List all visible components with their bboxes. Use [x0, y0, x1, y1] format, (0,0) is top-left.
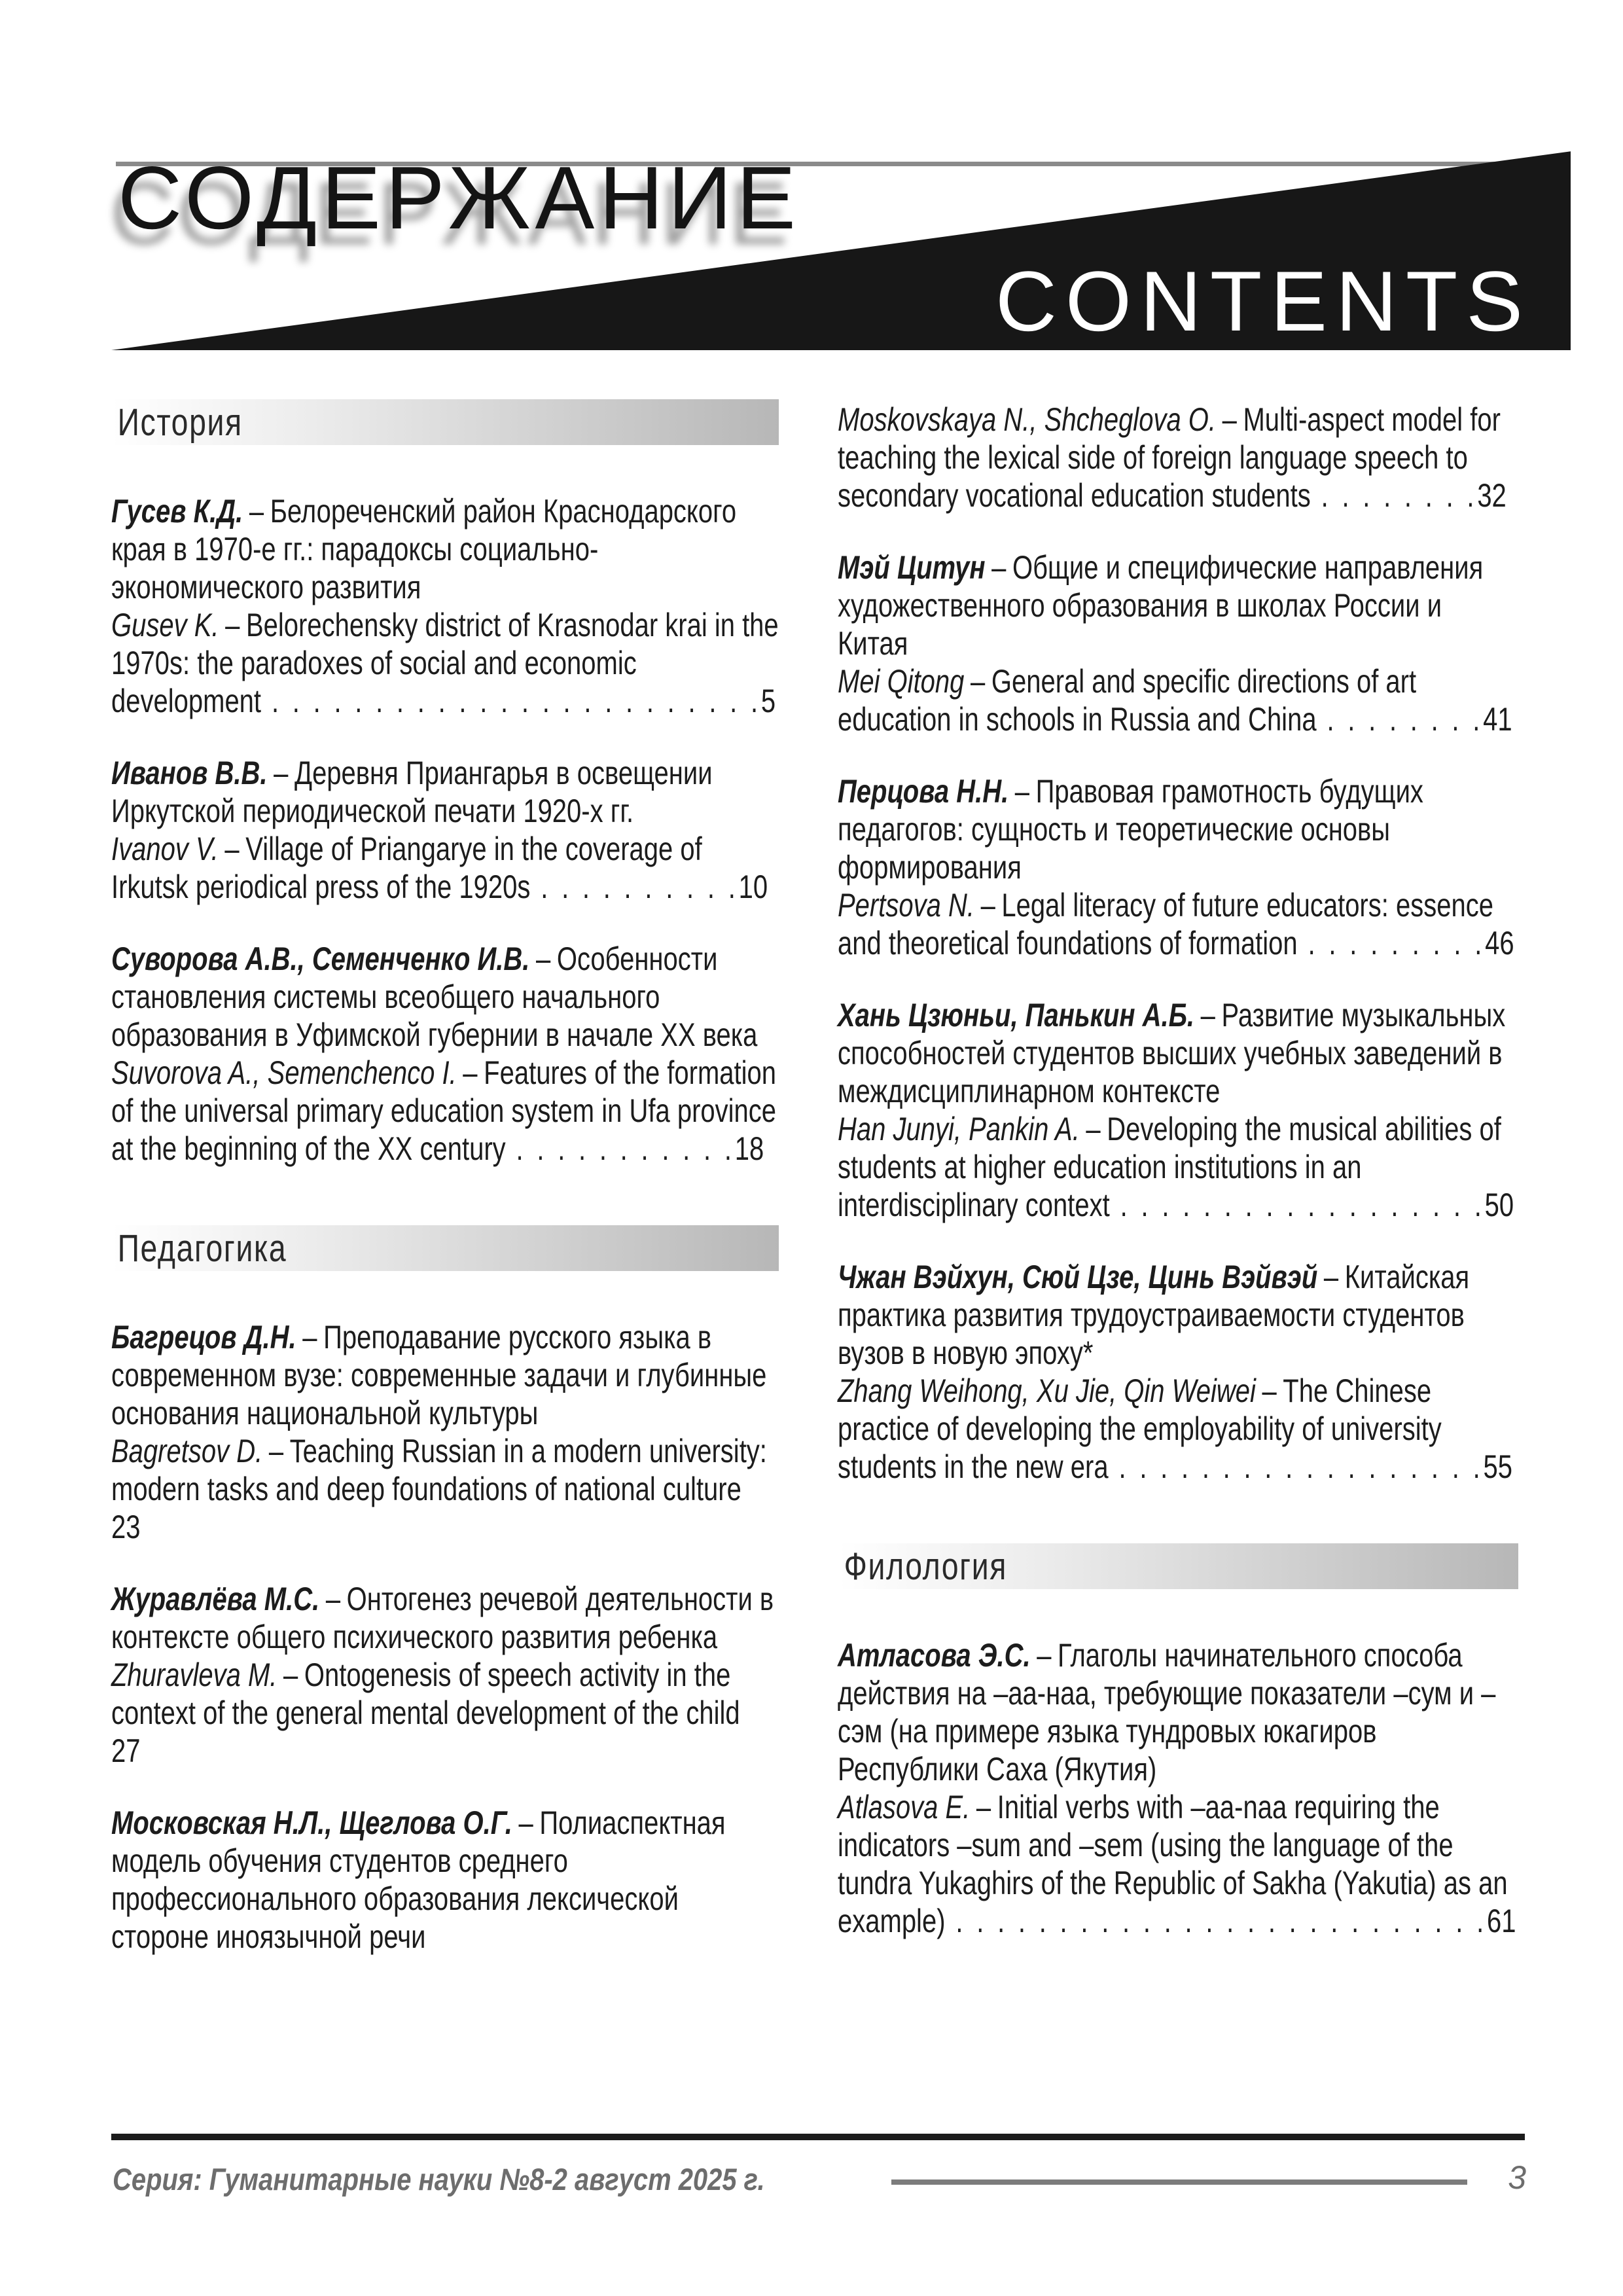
entry-english: [111, 1054, 779, 1168]
entry-authors-ru: Журавлёва М.С.: [111, 1581, 320, 1617]
dash-separator: –: [463, 1054, 478, 1091]
entry-russian: [111, 1318, 779, 1432]
dot-leader: . . . . . . . .: [1316, 701, 1484, 738]
entry-page-number: 46: [1485, 925, 1514, 961]
dash-separator: –: [224, 831, 240, 867]
dash-separator: –: [1262, 1372, 1277, 1409]
entry-russian: [838, 772, 1518, 886]
entry-title-en: Ontogenesis of speech activity in the context of the general mental development of the child: [111, 1657, 740, 1731]
entry-page-number: 23: [111, 1509, 141, 1545]
toc-entry-mei-qitong: [838, 548, 1518, 738]
entry-english: [838, 662, 1518, 738]
entry-authors-ru: Атласова Э.С.: [838, 1637, 1031, 1674]
entry-title-en: General and specific directions of art education in schools in Russia and China: [838, 663, 1417, 738]
entry-page-number: 50: [1484, 1187, 1514, 1223]
section-label: История: [117, 401, 243, 444]
footer-series-label: Серия: Гуманитарные науки №8-2 август 2025 г.: [113, 2162, 765, 2197]
entry-title-ru: Преподавание русского языка в современном вузе: современные задачи и глубинные основания национальной культуры: [111, 1319, 767, 1431]
section-header-pedagogy: [111, 1225, 779, 1271]
dash-separator: –: [518, 1804, 533, 1841]
entry-title-ru: Общие и специфические направления художественного образования в школах России и Китая: [838, 549, 1484, 662]
dash-separator: –: [225, 607, 240, 643]
section-header-philology: [838, 1543, 1518, 1589]
toc-entry-moskovskaya-en: [838, 401, 1518, 514]
footer-top-rule: [111, 2134, 1525, 2140]
section-label: Педагогика: [117, 1227, 287, 1270]
entry-page-number: 18: [734, 1130, 764, 1167]
entry-english: [838, 401, 1518, 514]
entry-russian: [111, 1580, 779, 1656]
entry-authors-ru: Хань Цзюньи, Панькин А.Б.: [838, 997, 1195, 1033]
dot-leader: . . . . . . . .: [1310, 477, 1478, 514]
dash-separator: –: [980, 887, 995, 924]
entry-english: [838, 1372, 1518, 1486]
dot-leader: . . . . . . . . . . . . . . . . . .: [1109, 1187, 1485, 1223]
entry-authors-en: Moskovskaya N., Shcheglova O.: [838, 401, 1217, 438]
dash-separator: –: [268, 1433, 284, 1469]
dot-leader: . . . . . . . . . . . . . . . . . . . . . . . .: [261, 683, 761, 719]
dot-leader: . . . . . . . . . . . . . . . . . . . . . . . . . .: [945, 1903, 1488, 1939]
entry-authors-ru: Чжан Вэйхун, Сюй Цзе, Цинь Вэйвэй: [838, 1259, 1318, 1295]
dash-separator: –: [1323, 1259, 1339, 1295]
entry-english: [838, 1788, 1518, 1940]
entry-authors-en: Han Junyi, Pankin A.: [838, 1111, 1080, 1147]
entry-page-number: 32: [1477, 477, 1507, 514]
entry-authors-en: Atlasova E.: [838, 1789, 971, 1825]
entry-title-ru: Полиаспектная модель обучения студентов среднего профессионального образования лексической стороне иноязычной речи: [111, 1804, 726, 1955]
toc-entry-suvorova: [111, 940, 779, 1168]
entry-title-en: Multi-aspect model for teaching the lexical side of foreign language speech to secondary vocational education students: [838, 401, 1501, 514]
entry-authors-ru: Мэй Цитун: [838, 549, 986, 586]
entry-english: [838, 1110, 1518, 1224]
dash-separator: –: [274, 755, 289, 791]
entry-english: [111, 1656, 779, 1770]
section-label: Филология: [844, 1545, 1007, 1588]
entry-authors-en: Gusev K.: [111, 607, 219, 643]
dash-separator: –: [249, 493, 264, 529]
toc-column-left: [111, 399, 779, 1956]
dot-leader: . . . . . . . . . . . . . . . . . .: [1108, 1448, 1484, 1485]
entry-page-number: 55: [1483, 1448, 1512, 1485]
dash-separator: –: [991, 549, 1007, 586]
entry-authors-ru: Перцова Н.Н.: [838, 773, 1009, 810]
entry-page-number: 61: [1487, 1903, 1516, 1939]
entry-title-en: Developing the musical abilities of students at higher education institutions in an interdisciplinary context: [838, 1111, 1501, 1223]
entry-authors-ru: Суворова А.В., Семенченко И.В.: [111, 941, 530, 977]
dash-separator: –: [283, 1657, 298, 1693]
entry-russian: [111, 754, 779, 830]
entry-authors-ru: Багрецов Д.Н.: [111, 1319, 296, 1355]
dot-leader: . . . . . . . . . .: [530, 869, 739, 905]
dot-leader: . . . . . . . . . . .: [505, 1130, 735, 1167]
toc-entry-bagretsov: [111, 1318, 779, 1546]
entry-title-en: Features of the formation of the universal primary education system in Ufa province at the beginning of the XX century: [111, 1054, 777, 1167]
entry-russian: [111, 492, 779, 606]
dash-separator: –: [1086, 1111, 1101, 1147]
entry-title-en: Belorechensky district of Krasnodar krai in the 1970s: the paradoxes of social and economic development: [111, 607, 779, 719]
toc-entry-moskovskaya-ru: [111, 1804, 779, 1956]
toc-entry-ivanov: [111, 754, 779, 906]
entry-title-en: Legal literacy of future educators: essence and theoretical foundations of formation: [838, 887, 1493, 961]
entry-title-en: Teaching Russian in a modern university: modern tasks and deep foundations of national culture: [111, 1433, 767, 1507]
footer-divider-line: [891, 2179, 1467, 2185]
dash-separator: –: [971, 663, 986, 700]
toc-entry-gusev: [111, 492, 779, 720]
entry-page-number: 41: [1483, 701, 1512, 738]
toc-entry-zhuravleva: [111, 1580, 779, 1770]
toc-column-right: [838, 401, 1518, 1940]
entry-title-ru: Развитие музыкальных способностей студентов высших учебных заведений в междисциплинарном контексте: [838, 997, 1506, 1109]
dash-separator: –: [1037, 1637, 1052, 1674]
entry-title-en: Initial verbs with –aa-naa requiring the indicators –sum and –sem (using the language of the tundra Yukaghirs of the Republic of Sakha (Yakutia) as an example): [838, 1789, 1508, 1939]
entry-title-ru: Деревня Приангарья в освещении Иркутской периодической печати 1920-х гг.: [111, 755, 713, 829]
toc-entry-atlasova: [838, 1636, 1518, 1940]
dash-separator: –: [976, 1789, 991, 1825]
entry-page-number: 10: [738, 869, 768, 905]
entry-authors-en: Bagretsov D.: [111, 1433, 263, 1469]
entry-russian: [111, 1804, 779, 1956]
entry-title-en: Village of Priangarye in the coverage of Irkutsk periodical press of the 1920s: [111, 831, 702, 905]
entry-title-en: The Chinese practice of developing the employability of university students in the new era: [838, 1372, 1442, 1485]
page-title-ru: СОДЕРЖАНИЕ: [118, 148, 800, 247]
entry-title-ru: Онтогенез речевой деятельности в контексте общего психического развития ребенка: [111, 1581, 774, 1655]
dash-separator: –: [325, 1581, 341, 1617]
entry-english: [111, 606, 779, 720]
entry-authors-en: Zhuravleva M.: [111, 1657, 277, 1693]
entry-authors-ru: Гусев К.Д.: [111, 493, 243, 529]
entry-authors-en: Zhang Weihong, Xu Jie, Qin Weiwei: [838, 1372, 1256, 1409]
entry-russian: [838, 1258, 1518, 1372]
entry-authors-en: Ivanov V.: [111, 831, 219, 867]
toc-entry-zhang-weihong: [838, 1258, 1518, 1486]
entry-authors-en: Suvorova A., Semenchenco I.: [111, 1054, 457, 1091]
dash-separator: –: [302, 1319, 317, 1355]
entry-page-number: 27: [111, 1732, 141, 1769]
entry-russian: [838, 996, 1518, 1110]
entry-title-ru: Особенности становления системы всеобщего начального образования в Уфимской губернии в начале XX века: [111, 941, 758, 1053]
dash-separator: –: [535, 941, 551, 977]
dot-leader: . . . . . . . . .: [1297, 925, 1486, 961]
footer-page-number: 3: [1508, 2159, 1526, 2196]
entry-english: [111, 1432, 779, 1546]
entry-russian: [111, 940, 779, 1054]
section-header-history: [111, 399, 779, 445]
entry-authors-ru: Иванов В.В.: [111, 755, 268, 791]
toc-entry-han-junyi: [838, 996, 1518, 1224]
toc-entry-pertsova: [838, 772, 1518, 962]
entry-authors-en: Mei Qitong: [838, 663, 965, 700]
entry-authors-ru: Московская Н.Л., Щеглова О.Г.: [111, 1804, 512, 1841]
dash-separator: –: [1222, 401, 1237, 438]
entry-english: [838, 886, 1518, 962]
dash-separator: –: [1200, 997, 1215, 1033]
dash-separator: –: [1014, 773, 1030, 810]
entry-english: [111, 830, 779, 906]
entry-title-ru: Глаголы начинательного способа действия на –аа-наа, требующие показатели –сум и –сэм (на примере языка тундровых юкагиров Республики Саха (Якутия): [838, 1637, 1496, 1787]
entry-title-ru: Китайская практика развития трудоустраиваемости студентов вузов в новую эпоху*: [838, 1259, 1470, 1371]
entry-russian: [838, 1636, 1518, 1788]
entry-title-ru: Правовая грамотность будущих педагогов: сущность и теоретические основы формирования: [838, 773, 1423, 886]
entry-title-ru: Белореченский район Краснодарского края в 1970-е гг.: парадоксы социально-экономического развития: [111, 493, 737, 605]
entry-russian: [838, 548, 1518, 662]
entry-authors-en: Pertsova N.: [838, 887, 974, 924]
entry-page-number: 5: [760, 683, 776, 719]
page-title-en: CONTENTS: [995, 253, 1531, 349]
